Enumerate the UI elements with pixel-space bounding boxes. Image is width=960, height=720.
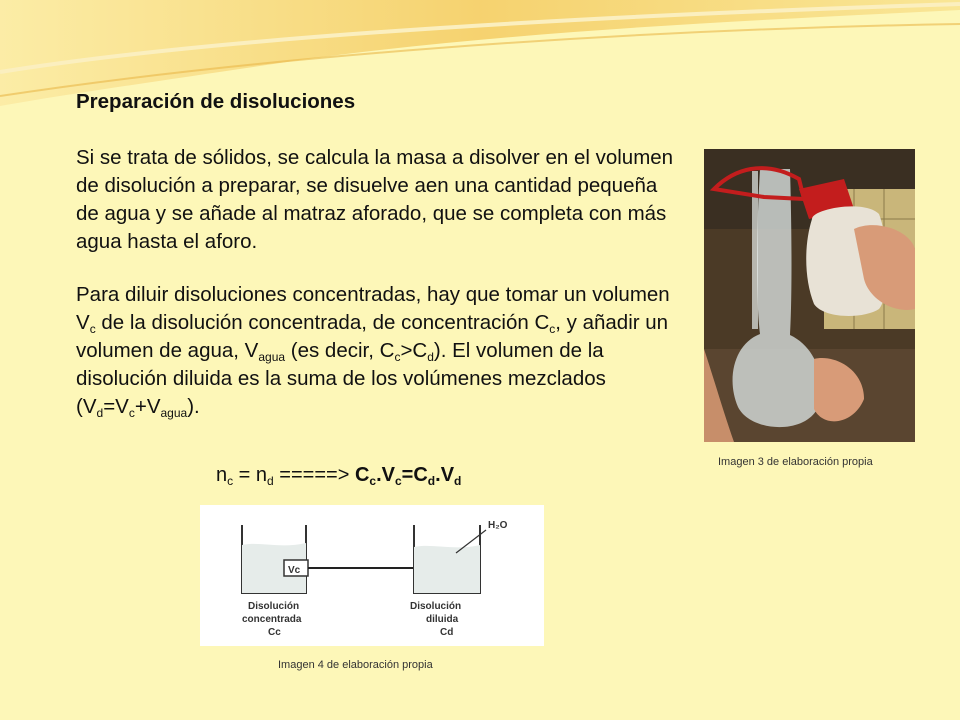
label-diluted-1: Disolución — [410, 601, 462, 612]
slide-body — [76, 88, 676, 446]
label-concentrated-1: Disolución — [248, 601, 300, 612]
label-concentrated-2: concentrada — [242, 614, 302, 625]
dilution-diagram — [200, 505, 544, 646]
label-concentrated-3: Cc — [268, 627, 281, 638]
label-diluted-3: Cd — [440, 627, 454, 638]
image3-caption: Imagen 3 de elaboración propia — [718, 456, 873, 468]
paragraph-dilution: Para diluir disoluciones concentradas, hay que tomar un volumen $V_c$ de la disolución concentrada, de concentración $C_c$, y añadir un volumen de agua, $V_{agua}$ (es decir, $C_c>C_d$). El volumen de la disolución diluida es la suma de los volúmenes mezclados $(V_d=V_c+V_{agua})$. — [76, 283, 670, 420]
paragraph-solids: Si se trata de sólidos, se calcula la masa a disolver en el volumen de disolución a preparar, se disuelve aen una cantidad pequeña de agua y se añade al matraz aforado, que se completa con más agua hasta el aforo. — [76, 146, 674, 253]
slide-title: Preparación de disoluciones — [76, 90, 356, 113]
image4-caption: Imagen 4 de elaboración propia — [278, 659, 433, 671]
label-diluted-2: diluida — [426, 614, 459, 625]
h2o-label: H₂O — [488, 520, 508, 531]
dilution-formula: $n_c = n_d$ =====> $C_c.V_c=C_d.V_d$ — [216, 464, 462, 488]
vc-label: Vc — [288, 565, 301, 576]
flask-photo — [704, 149, 915, 442]
